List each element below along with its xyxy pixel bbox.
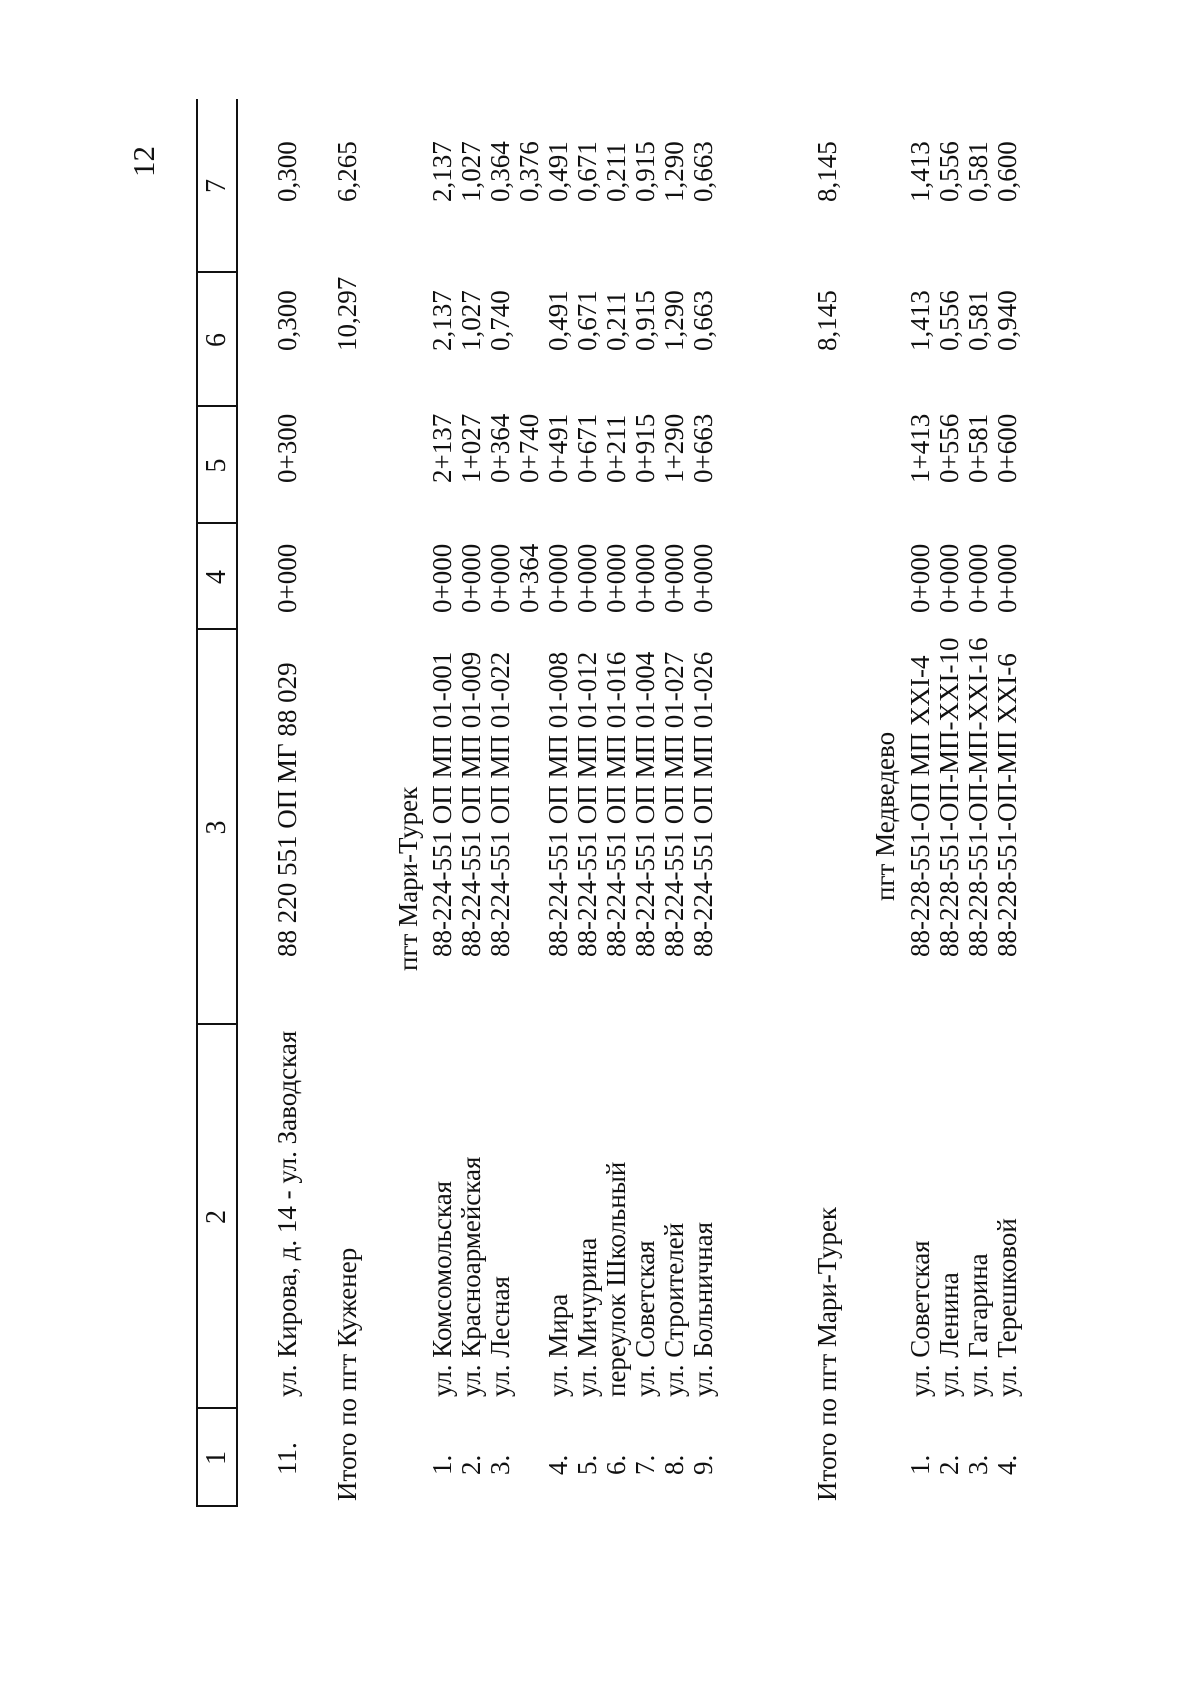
end-km: 2+137	[427, 413, 457, 483]
row-number: 1.	[905, 1454, 935, 1475]
end-km: 0+671	[572, 413, 602, 483]
row-number: 11.	[272, 1442, 302, 1475]
road-code: 88-224-551 ОП МП 01-004	[630, 651, 660, 957]
row-number: 1.	[427, 1454, 457, 1475]
length-value: 1,290	[659, 290, 689, 351]
length-value: 0,663	[688, 290, 718, 351]
measured-value: 1,413	[905, 141, 935, 202]
header-col-7: 7	[201, 179, 232, 193]
road-code: 88 220 551 ОП МГ 88 029	[272, 662, 302, 957]
row-number: 7.	[630, 1454, 660, 1475]
row-number: 3.	[963, 1454, 993, 1475]
header-col-2: 2	[201, 1210, 232, 1224]
measured-value: 0,491	[543, 141, 573, 202]
road-name: ул. Терешковой	[992, 1218, 1022, 1397]
end-km: 0+740	[514, 413, 544, 483]
start-km: 0+000	[963, 543, 993, 613]
road-code: 88-228-551-ОП-МП XXI-6	[992, 653, 1022, 957]
road-code: 88-228-551-ОП МП XXI-4	[905, 655, 935, 957]
start-km: 0+000	[272, 543, 302, 613]
road-name: ул. Больничная	[688, 1221, 718, 1397]
length-value: 0,211	[601, 291, 631, 351]
end-km: 0+211	[601, 414, 631, 483]
measured-value: 2,137	[427, 141, 457, 202]
length-value: 0,940	[992, 290, 1022, 351]
row-number: 9.	[688, 1454, 718, 1475]
measured-value: 0,211	[601, 142, 631, 202]
end-km: 0+491	[543, 413, 573, 483]
road-name: ул. Строителей	[659, 1222, 689, 1397]
road-code: 88-224-551 ОП МП 01-008	[543, 651, 573, 957]
total-label: Итого по пгт Мари-Турек	[812, 1206, 842, 1501]
measured-value: 0,376	[514, 141, 544, 202]
end-km: 0+556	[934, 413, 964, 483]
row-number: 8.	[659, 1454, 689, 1475]
road-code: 88-224-551 ОП МП 01-027	[659, 651, 689, 957]
measured-value: 0,300	[272, 141, 302, 202]
row-number: 4.	[543, 1454, 573, 1475]
row-number: 2.	[934, 1454, 964, 1475]
end-km: 1+290	[659, 413, 689, 483]
section-title-mari-turek: пгт Мари-Турек	[393, 786, 423, 971]
header-bottom-rule	[236, 99, 238, 1507]
road-name: ул. Советская	[905, 1240, 935, 1397]
total-value: 6,265	[332, 141, 362, 202]
road-code: 88-228-551-ОП-МП-XXI-16	[963, 637, 993, 957]
measured-value: 0,663	[688, 141, 718, 202]
row-number: 3.	[485, 1454, 515, 1475]
road-name: ул. Советская	[630, 1240, 660, 1397]
road-name: ул. Кирова, д. 14 - ул. Заводская	[272, 1030, 302, 1397]
start-km: 0+000	[543, 543, 573, 613]
total-length: 8,145	[812, 290, 842, 351]
road-code: 88-224-551 ОП МП 01-022	[485, 651, 515, 957]
end-km: 0+364	[485, 413, 515, 483]
row-number: 5.	[572, 1454, 602, 1475]
road-name: ул. Красноармейская	[456, 1156, 486, 1397]
end-km: 0+581	[963, 413, 993, 483]
header-col-4: 4	[201, 570, 232, 584]
header-col-6: 6	[201, 333, 232, 347]
length-value: 0,740	[485, 290, 515, 351]
start-km: 0+364	[514, 543, 544, 613]
road-name: ул. Мира	[543, 1293, 573, 1397]
measured-value: 0,671	[572, 141, 602, 202]
end-km: 0+600	[992, 413, 1022, 483]
length-value: 1,413	[905, 290, 935, 351]
road-code: 88-224-551 ОП МП 01-026	[688, 651, 718, 957]
row-number: 4.	[992, 1454, 1022, 1475]
total-value: 8,145	[812, 141, 842, 202]
row-number: 6.	[601, 1454, 631, 1475]
start-km: 0+000	[934, 543, 964, 613]
road-code: 88-224-551 ОП МП 01-001	[427, 651, 457, 957]
road-name: ул. Мичурина	[572, 1237, 602, 1397]
length-value: 0,556	[934, 290, 964, 351]
length-value: 0,671	[572, 290, 602, 351]
header-col-5: 5	[201, 458, 232, 473]
measured-value: 1,290	[659, 141, 689, 202]
road-name: ул. Комсомольская	[427, 1180, 457, 1397]
total-length: 10,297	[332, 276, 362, 351]
end-km: 0+663	[688, 413, 718, 483]
measured-value: 0,364	[485, 141, 515, 202]
length-value: 2,137	[427, 290, 457, 351]
page-number: 12	[126, 146, 161, 177]
road-name: ул. Гагарина	[963, 1253, 993, 1397]
end-km: 1+027	[456, 413, 486, 483]
length-value: 0,915	[630, 290, 660, 351]
start-km: 0+000	[630, 543, 660, 613]
road-code: 88-224-551 ОП МП 01-016	[601, 651, 631, 957]
road-name: ул. Лесная	[485, 1276, 515, 1397]
end-km: 0+915	[630, 413, 660, 483]
start-km: 0+000	[659, 543, 689, 613]
start-km: 0+000	[905, 543, 935, 613]
road-code: 88-224-551 ОП МП 01-009	[456, 651, 486, 957]
length-value: 0,581	[963, 290, 993, 351]
start-km: 0+000	[688, 543, 718, 613]
measured-value: 0,581	[963, 141, 993, 202]
road-name: ул. Ленина	[934, 1272, 964, 1397]
section-title-medvedevo: пгт Медведево	[870, 731, 900, 901]
road-code: 88-224-551 ОП МП 01-012	[572, 651, 602, 957]
length-value: 0,300	[272, 290, 302, 351]
road-name: переулок Школьный	[601, 1161, 631, 1397]
measured-value: 0,556	[934, 141, 964, 202]
road-code: 88-228-551-ОП-МП-XXI-10	[934, 637, 964, 957]
start-km: 0+000	[992, 543, 1022, 613]
header-col-1: 1	[201, 1451, 232, 1465]
start-km: 0+000	[485, 543, 515, 613]
header-top-rule	[196, 99, 198, 1507]
start-km: 0+000	[456, 543, 486, 613]
measured-value: 0,915	[630, 141, 660, 202]
measured-value: 0,600	[992, 141, 1022, 202]
end-km: 0+300	[272, 413, 302, 483]
end-km: 1+413	[905, 413, 935, 483]
length-value: 0,491	[543, 290, 573, 351]
start-km: 0+000	[427, 543, 457, 613]
total-label: Итого по пгт Куженер	[332, 1247, 362, 1501]
row-number: 2.	[456, 1454, 486, 1475]
length-value: 1,027	[456, 290, 486, 351]
measured-value: 1,027	[456, 141, 486, 202]
start-km: 0+000	[572, 543, 602, 613]
start-km: 0+000	[601, 543, 631, 613]
header-col-3: 3	[201, 820, 232, 835]
